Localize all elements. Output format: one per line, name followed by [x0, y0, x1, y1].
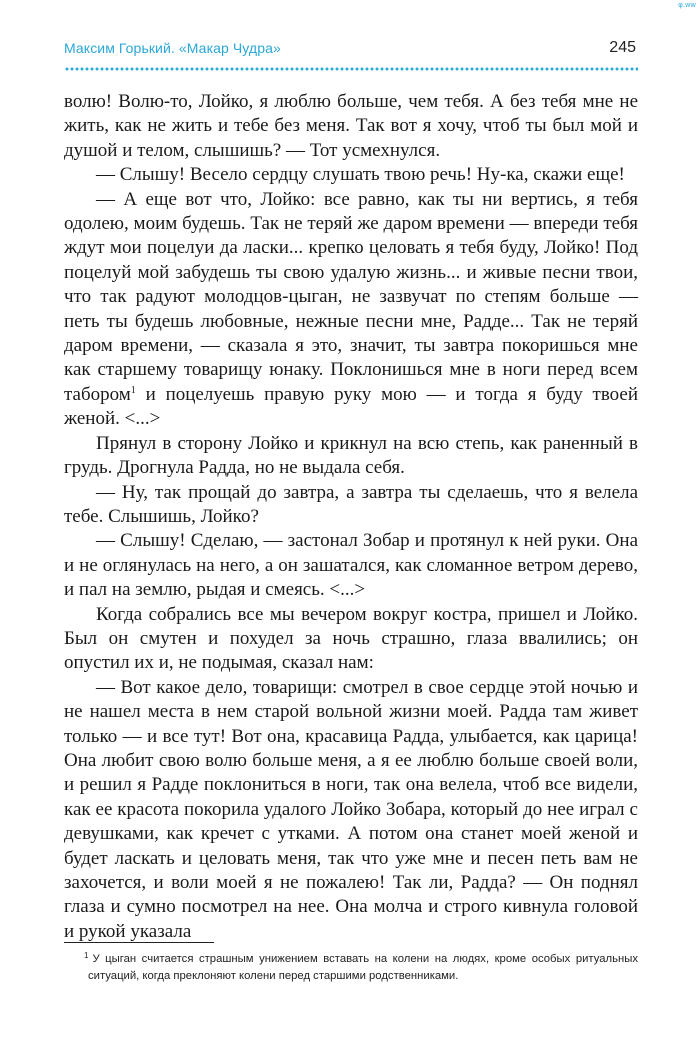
corner-mark: φ.ww — [678, 2, 696, 9]
paragraph: — Слышу! Весело сердцу слушать твою речь! Ну-ка, скажи еще! — [96, 164, 625, 186]
paragraph: Когда собрались все мы вечером вокруг костра, пришел и Лойко. Был он смутен и похудел за ночь страшно, глаза ввалились; он опустил их и, не подымая, сказал нам: — [64, 603, 638, 674]
page-header — [64, 40, 638, 60]
paragraph: волю! Волю-то, Лойко, я люблю больше, чем тебя. А без тебя мне не жить, как не жить и тебе без меня. Так вот я хочу, чтоб ты был мой и душой и телом, слышишь? — Тот усмехнулся. — [64, 91, 638, 161]
footnote — [64, 947, 638, 985]
footnote-rule — [64, 942, 214, 943]
body-text — [64, 90, 638, 944]
paragraph-text: — А еще вот что, Лойко: все равно, как ты ни вертись, я тебя одолею, моим будешь. Так не теряй же даром времени — впереди тебя ждут мои поцелуи да ласки... крепко целовать я тебя буду, Лойко! Под поцелуй мой забудешь ты свою удалую жизнь... и живые песни твои, что так радуют молодцов-цыган, не зазвучат по степям больше — петь ты будешь любовные, нежные песни мне, Радде... Так не теряй даром времени, — сказала я это, значит, ты завтра покоришься мне как старшему товарищу юнаку. Поклонишься мне в ноги перед всем табором — [64, 188, 638, 405]
running-title: Максим Горький. «Макар Чудра» — [64, 40, 281, 56]
paragraph — [64, 188, 638, 432]
footnote-reference[interactable]: 1 — [130, 384, 136, 396]
page-number: 245 — [609, 39, 636, 56]
paragraph: — Вот какое дело, товарищи: смотрел в свое сердце этой ночью и не нашел места в нем старой вольной жизни моей. Радда там живет только — и все тут! Вот она, красавица Радда, улыбается, как царица! Она любит свою волю больше меня, а я ее люблю больше своей воли, и решил я Радде поклониться в ноги, так она велела, чтоб все видели, как ее красота покорила удалого Лойко Зобара, который до нее играл с девушками, как кречет с утками. А потом она станет моей женой и будет ласкать и целовать меня, так что уже мне и песен петь вам не захочется, и воли моей я не пожалею! Так ли, Радда? — Он поднял глаза и сумно посмотрел на нее. Она молча и строго кивнула головой и рукой указала — [64, 676, 638, 942]
decorative-divider — [64, 66, 638, 72]
paragraph-text: и поцелуешь правую руку мою — и тогда я буду твоей женой. <...> — [64, 383, 638, 430]
paragraph: — Ну, так прощай до завтра, а завтра ты сделаешь, что я велела тебе. Слышишь, Лойко? — [64, 481, 638, 527]
paragraph: — Слышу! Сделаю, — застонал Зобар и протянул к ней руки. Она и не оглянулась на него, а он зашатался, как сломанное ветром дерево, и пал на землю, рыдая и смеясь. <...> — [64, 530, 638, 601]
footnote-text: У цыган считается страшным унижением вставать на колени на людях, кроме особых ритуальных ситуаций, когда преклоняют колени перед старшими родственниками. — [88, 953, 638, 982]
paragraph: Прянул в сторону Лойко и крикнул на всю степь, как раненный в грудь. Дрогнула Радда, но не выдала себя. — [64, 432, 638, 479]
footnote-marker: 1 — [84, 951, 89, 960]
